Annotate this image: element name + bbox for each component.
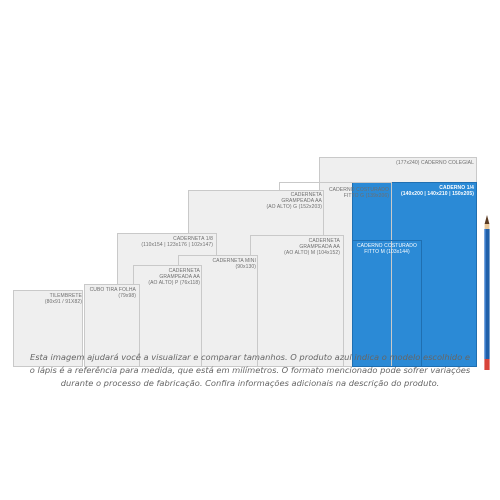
notebook-mini-label: CADERNETA MINI (90x130) — [212, 258, 256, 270]
notebook-caderneta-18-label: CADERNETA 1/8 (110x154 | 123x176 | 102x147) — [141, 236, 213, 248]
notebook-grampeada-p-label: CADERNETA GRAMPEADA AA (AO ALTO) P (76x118) — [148, 268, 200, 286]
caption — [20, 351, 480, 390]
notebook-costurado-m — [352, 240, 422, 367]
notebook-costurado-g-label: CADERNO COSTURADO FITTO G (139x206) — [328, 187, 389, 199]
notebook-selected-label: CADERNO 1/4 (140x200 | 140x210 | 150x205) — [401, 185, 474, 197]
pencil-icon — [482, 215, 492, 370]
notebook-colegial-label: (177x240) CADERNO COLEGIAL — [396, 160, 474, 166]
notebook-costurado-m-label: CADERNO COSTURADO FITTO M (103x144) — [356, 243, 418, 255]
notebook-tilembrete-label: TILEMBRETE (80x91 / 91X82) — [44, 293, 82, 305]
caption-line: o lápis é a referência para medida, que está em milímetros. O formato mencionado pode sofrer variações — [29, 365, 471, 375]
caption-line: durante o processo de fabricação. Confira informações adicionais na descrição do produto. — [60, 378, 440, 388]
caption-line: Esta imagem ajudará você a visualizar e comparar tamanhos. O produto azul indica o modelo escolhido e — [29, 352, 471, 362]
notebook-cubo-label: CUBO TIRA FOLHA (79x98) — [89, 287, 136, 299]
notebook-grampeada-g-label: CADERNETA GRAMPEADA AA (AO ALTO) G (152x203) — [266, 192, 322, 210]
notebook-grampeada-m-label: CADERNETA GRAMPEADA AA (AO ALTO) M (104x152) — [284, 238, 340, 256]
